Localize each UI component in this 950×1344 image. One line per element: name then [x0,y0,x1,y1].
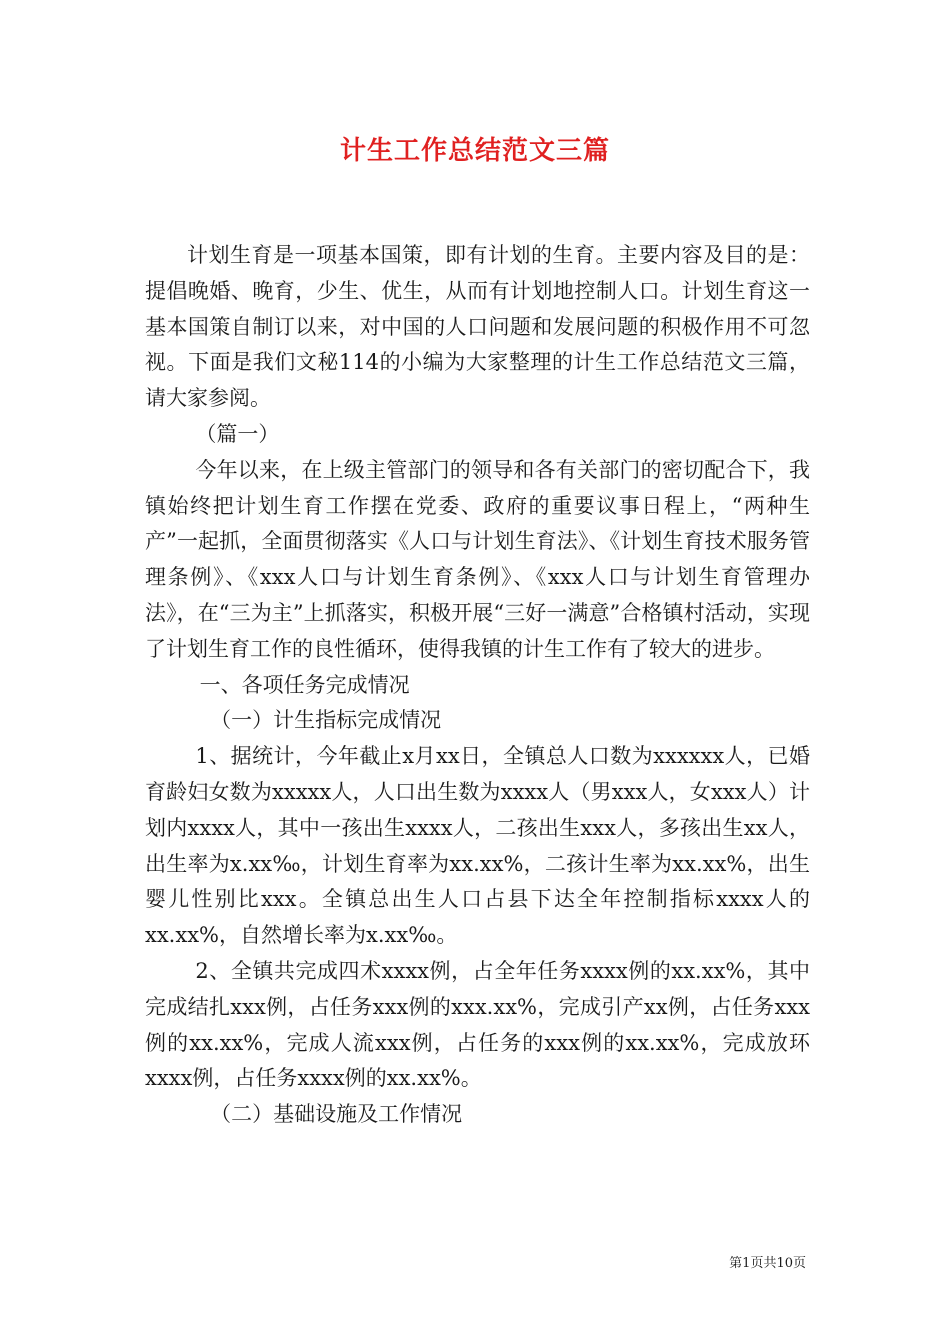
subsection-heading-1: （一）计生指标完成情况 [210,708,442,733]
item-paragraph-1: 1、据统计，今年截止x月xx日，全镇总人口数为xxxxxx人，已婚育龄妇女数为xxxxx人，人口出生数为xxxx人（男xxx人，女xxx人）计划内xxxx人，其中一孩出生xxxx人，二孩出生xxx人，多孩出生xx人，出生率为x.xx‰，计划生育率为xx.xx%，二孩计生率为xx.xx%，出生婴儿性别比xxx。全镇总出生人口占县下达全年控制指标xxxx人的xx.xx%，自然增长率为x.xx‰。 [145,744,810,948]
document-title: 计生工作总结范文三篇 [339,136,610,166]
part-heading: （篇一） [195,421,280,446]
opening-paragraph: 今年以来，在上级主管部门的领导和各有关部门的密切配合下，我镇始终把计划生育工作摆在党委、政府的重要议事日程上，“两种生产”一起抓，全面贯彻落实《人口与计划生育法》、《计划生育技术服务管理条例》、《xxx人口与计划生育条例》、《xxx人口与计划生育管理办法》，在“三为主”上抓落实，积极开展“三好一满意”合格镇村活动，实现了计划生育工作的良性循环，使得我镇的计生工作有了较大的进步。 [145,457,810,661]
document-body [145,238,810,1133]
section-heading-1: 一、各项任务完成情况 [199,672,410,697]
page-number: 第1页共10页 [729,1256,806,1271]
subsection-heading-2: （二）基础设施及工作情况 [210,1102,463,1127]
item-paragraph-2: 2、全镇共完成四术xxxx例，占全年任务xxxx例的xx.xx%，其中完成结扎xxx例，占任务xxx例的xxx.xx%，完成引产xx例，占任务xxx例的xx.xx%，完成人流xxx例，占任务的xxx例的xx.xx%，完成放环xxxx例，占任务xxxx例的xx.xx%。 [145,958,810,1091]
intro-paragraph: 计划生育是一项基本国策，即有计划的生育。主要内容及目的是：提倡晚婚、晚育，少生、优生，从而有计划地控制人口。计划生育这一基本国策自制订以来，对中国的人口问题和发展问题的积极作用不可忽视。下面是我们文秘114的小编为大家整理的计生工作总结范文三篇，请大家参阅。 [145,243,810,411]
